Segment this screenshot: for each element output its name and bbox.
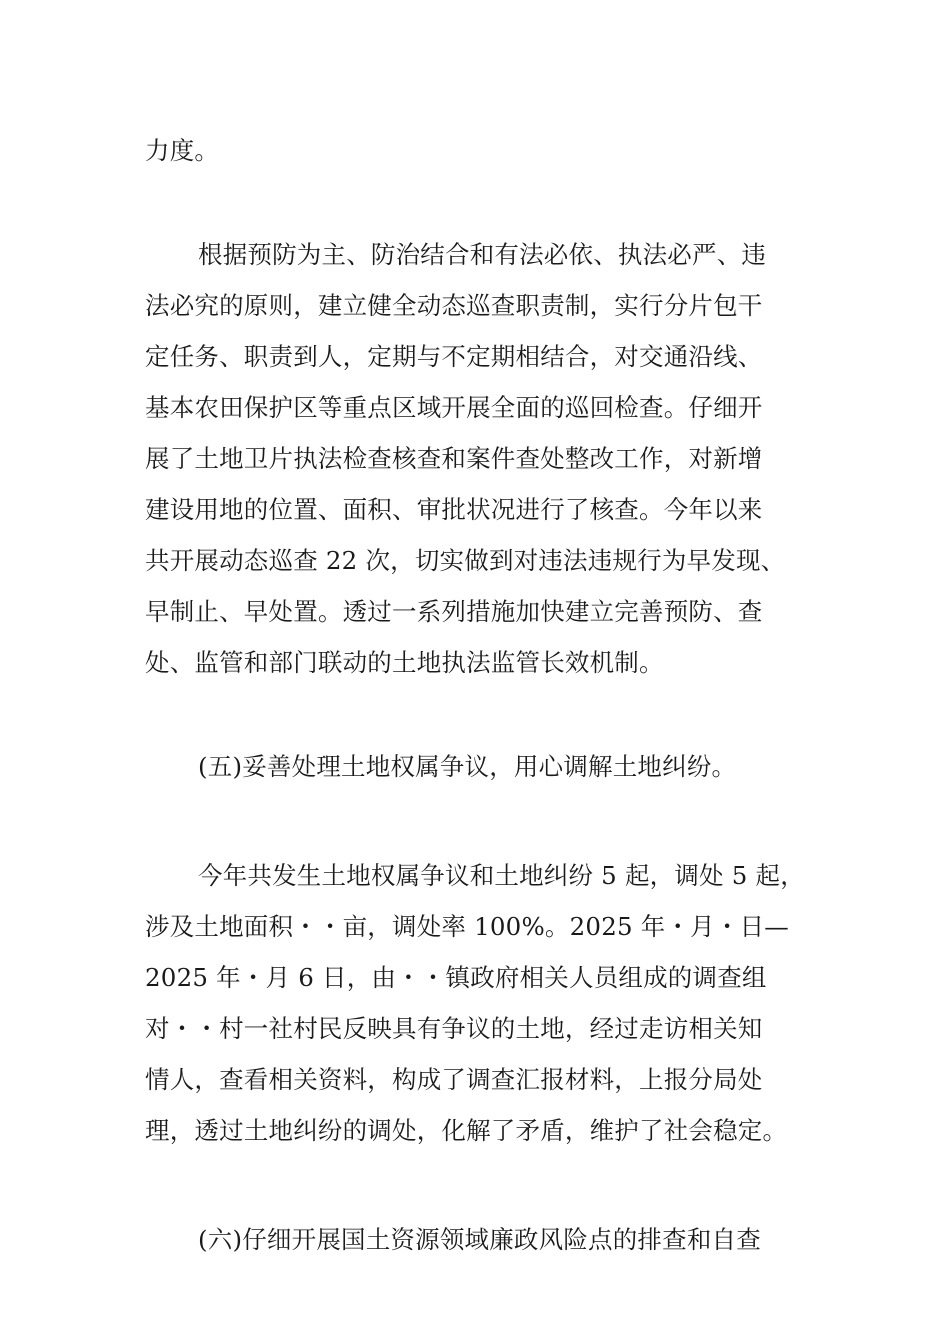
text-line: 定任务、职责到人，定期与不定期相结合，对交通沿线、	[145, 342, 763, 371]
paragraph-gap	[145, 688, 807, 741]
paragraph-gap	[145, 792, 807, 850]
paragraph-gap	[145, 1156, 807, 1214]
text-line: 理，透过土地纠纷的调处，化解了矛盾，维护了社会稳定。	[145, 1116, 788, 1145]
section-heading: (五)妥善处理土地权属争议，用心调解土地纠纷。	[198, 752, 737, 781]
paragraph-patrol	[145, 229, 807, 688]
text-line: 处、监管和部门联动的土地执法监管长效机制。	[145, 648, 664, 677]
text-line: 根据预防为主、防治结合和有法必依、执法必严、违	[198, 240, 767, 269]
text-line: 涉及土地面积・・亩，调处率 100%。2025 年・月・日—	[145, 912, 789, 941]
text-line: 建设用地的位置、面积、审批状况进行了核查。今年以来	[145, 495, 763, 524]
section-heading: (六)仔细开展国土资源领域廉政风险点的排查和自查	[198, 1225, 761, 1254]
document-page	[145, 125, 807, 1265]
text-line: 基本农田保护区等重点区域开展全面的巡回检查。仔细开	[145, 393, 763, 422]
text-line: 法必究的原则，建立健全动态巡查职责制，实行分片包干	[145, 291, 763, 320]
text-line: 早制止、早处置。透过一系列措施加快建立完善预防、查	[145, 597, 763, 626]
text-line: 2025 年・月 6 日，由・・镇政府相关人员组成的调查组	[145, 963, 767, 992]
text-line: 展了土地卫片执法检查核查和案件查处整改工作，对新增	[145, 444, 763, 473]
text-line: 共开展动态巡查 22 次，切实做到对违法违规行为早发现、	[145, 546, 786, 575]
text-line: 情人，查看相关资料，构成了调查汇报材料，上报分局处	[145, 1065, 763, 1094]
text-line: 对・・村一社村民反映具有争议的土地，经过走访相关知	[145, 1014, 763, 1043]
text-line: 力度。	[145, 136, 220, 165]
text-line: 今年共发生土地权属争议和土地纠纷 5 起，调处 5 起，	[198, 861, 805, 890]
paragraph-disputes	[145, 850, 807, 1156]
paragraph-gap	[145, 176, 807, 229]
